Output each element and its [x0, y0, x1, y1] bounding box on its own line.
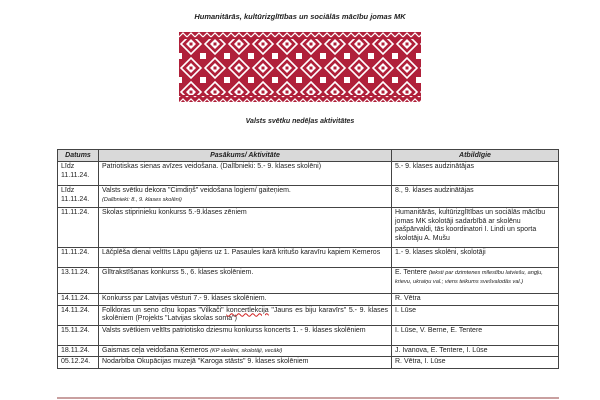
cell-activity: Patriotiskas sienas avīzes veidošana. (Dalībnieki: 5.- 9. klases skolēni)	[99, 162, 392, 186]
column-header-date: Datums	[58, 150, 99, 162]
table-row	[58, 294, 559, 306]
table-row	[58, 357, 559, 369]
table-row	[58, 186, 559, 208]
table-row	[58, 305, 559, 325]
document-header-title: Humanitārās, kultūrizglītības un sociālās mācību jomas MK	[194, 12, 406, 21]
cell-responsible: 8., 9. klases audzinātājas	[392, 186, 559, 208]
cell-responsible: I. Lūse	[392, 305, 559, 325]
cell-responsible: I. Lūse, V. Berne, E. Tentere	[392, 325, 559, 345]
cell-activity: Glītrakstīšanas konkurss 5., 6. klases skolēniem.	[99, 268, 392, 294]
cell-date: 11.11.24.	[58, 248, 99, 268]
cell-date: 11.11.24.	[58, 208, 99, 248]
cell-responsible: R. Vētra	[392, 294, 559, 306]
cell-activity: Lāčplēša dienai veltīts Lāpu gājiens uz 1. Pasaules karā kritušo karavīru kapiem Kemeros	[99, 248, 392, 268]
cell-responsible	[392, 268, 559, 294]
activity-note: (Dalībnieki: 8., 9. klases skolēni)	[102, 196, 182, 203]
activity-text: Valsts svētku dekora "Cimdiņš" veidošana logiem/ gaiteņiem.	[102, 187, 291, 194]
table-row	[58, 248, 559, 268]
cell-date: Līdz 11.11.24.	[58, 186, 99, 208]
cell-date: 14.11.24.	[58, 305, 99, 325]
bottom-divider	[57, 397, 559, 399]
cell-activity: Valsts svētkiem veltīts patriotisko dziesmu konkurss koncerts 1. - 9. klases skolēniem	[99, 325, 392, 345]
table-header-row	[58, 150, 559, 162]
cell-date: 18.11.24.	[58, 345, 99, 357]
cell-responsible: R. Vētra, I. Lūse	[392, 357, 559, 369]
table-row	[58, 345, 559, 357]
cell-activity	[99, 186, 392, 208]
table-row	[58, 208, 559, 248]
column-header-activity: Pasākums/ Aktivitāte	[99, 150, 392, 162]
activity-note: (KP skolēni, skolotāji, vecāki)	[210, 347, 283, 354]
cell-activity: Skolas stiprinieku konkurss 5.-9.klases zēniem	[99, 208, 392, 248]
activity-text-pre: Folkloras un seno cīņu kopas "Vilkači"	[102, 306, 227, 314]
cell-activity: Konkurss par Latvijas vēsturi 7.- 9. klases skolēniem.	[99, 294, 392, 306]
cell-responsible: Humanitārās, kultūrizglītības un sociālās mācību jomas MK skolotāji sadarbībā ar skolēnu pašpārvaldi, tās koordinatori I. Lindi un sporta skolotāju A. Mušu	[392, 208, 559, 248]
table-row	[58, 325, 559, 345]
cell-activity	[99, 345, 392, 357]
cell-responsible: 5.- 9. klases audzinātājas	[392, 162, 559, 186]
activity-link-text: koncertlekcija	[226, 306, 269, 314]
cell-date: 15.11.24.	[58, 325, 99, 345]
cell-responsible: 1.- 9. klases skolēni, skolotāji	[392, 248, 559, 268]
cell-activity: Nodarbība Okupācijas muzejā "Karoga stāsts" 9. klases skolēniem	[99, 357, 392, 369]
table-row	[58, 162, 559, 186]
section-title: Valsts svētku nedēļas aktivitātes	[245, 118, 355, 125]
activities-table	[57, 149, 559, 369]
cell-responsible: J. Ivanova, E. Tentere, I. Lūse	[392, 345, 559, 357]
activity-text-post: "Jauns es biju karavīrs" 5.- 9. klases skolēniem (Projekts "Latvijas skolas soma")	[102, 306, 389, 323]
responsible-note: (teksti par dzimtenes mīlestību latviešu, angļu, krievu, ukraiņu val.; viens teikums svešvalodās val.)	[395, 270, 543, 285]
cell-date: Līdz 11.11.24.	[58, 162, 99, 186]
table-row	[58, 268, 559, 294]
responsible-text: E. Tentere	[395, 269, 427, 276]
activity-text: Gaismas ceļa veidošana Ķemeros	[102, 346, 209, 354]
cell-date: 14.11.24.	[58, 294, 99, 306]
column-header-responsible: Atbildīgie	[392, 150, 559, 162]
cell-date: 13.11.24.	[58, 268, 99, 294]
latvian-folk-pattern-icon	[179, 32, 421, 102]
cell-date: 05.12.24.	[58, 357, 99, 369]
cell-activity	[99, 305, 392, 325]
